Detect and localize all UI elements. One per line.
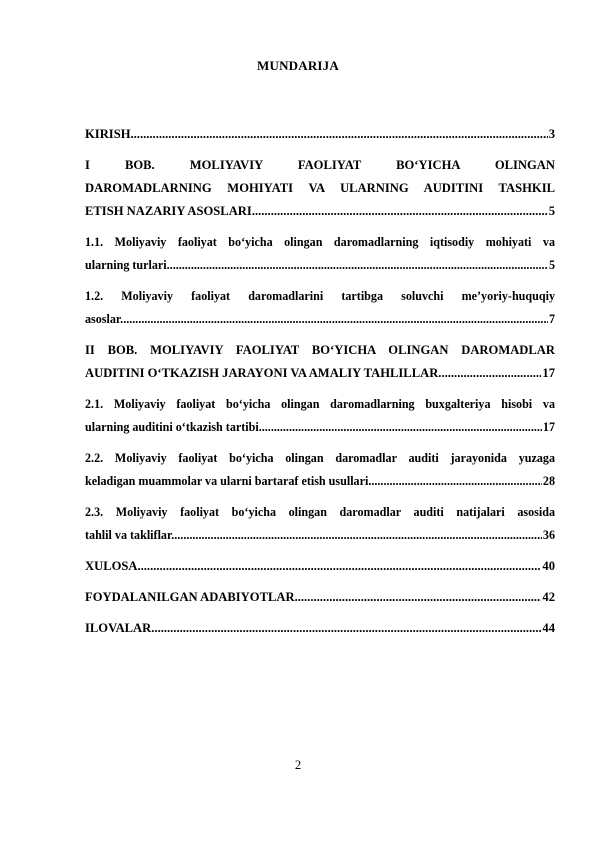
toc-entry-line: 1.2. Moliyaviy faoliyat daromadlarini tartibga soluvchi me’yoriy-huquqiy (85, 289, 555, 303)
toc-entry-page: 3 (548, 127, 555, 141)
toc-entry (85, 586, 555, 609)
toc-entry-last-line (85, 200, 555, 223)
toc-entry-title (85, 555, 541, 578)
toc-entry-title-text: AUDITINI O‘TKAZISH JARAYONI VA AMALIY TAHLILLAR (85, 366, 439, 380)
toc-entry-title-text: keladigan muammolar va ularni bartaraf etish usullari (85, 474, 369, 488)
toc-entry-title (85, 254, 548, 277)
toc-entry-title-text: XULOSA (85, 559, 138, 573)
toc-entry (85, 447, 555, 493)
toc-entry-last-line (85, 308, 555, 331)
toc-entry-line: 2.2. Moliyaviy faoliyat bo‘yicha olingan daromadlar auditi jarayonida yuzaga (85, 451, 555, 465)
toc-entry-line: 1.1. Moliyaviy faoliyat bo‘yicha olingan daromadlarning iqtisodiy mohiyati va (85, 235, 555, 249)
toc-entry-last-line (85, 586, 555, 609)
toc-entry-title-text: tahlil va takliflar (85, 528, 172, 542)
toc-entry-title-text: asoslar (85, 312, 121, 326)
dot-leader (151, 621, 541, 635)
page-title: MUNDARIJA (257, 58, 339, 73)
toc-entry (85, 285, 555, 331)
dot-leader (171, 528, 542, 542)
toc-entry-title (85, 308, 548, 331)
toc-entry-line: I BOB. MOLIYAVIY FAOLIYAT BO‘YICHA OLINGAN (85, 158, 555, 172)
toc-entry-line: 2.1. Moliyaviy faoliyat bo‘yicha olingan daromadlarning buxgalteriya hisobi va (85, 397, 555, 411)
toc-entry-title-text: ILOVALAR (85, 621, 152, 635)
dot-leader (438, 366, 541, 380)
toc-entry-title-text: ularning turlari (85, 258, 167, 272)
dot-leader (368, 474, 542, 488)
toc-entry-page: 36 (542, 528, 555, 542)
toc-entry-page: 17 (542, 366, 555, 380)
toc-entry-last-line (85, 524, 555, 547)
toc-entry (85, 617, 555, 640)
toc-entry-last-line (85, 362, 555, 385)
page-number: 2 (294, 758, 302, 772)
toc-entry-page: 7 (548, 312, 555, 326)
toc-entry-last-line (85, 416, 555, 439)
toc-entry-title (85, 416, 542, 439)
dot-leader (137, 559, 541, 573)
toc-entry-title-text: FOYDALANILGAN ADABIYOTLAR (85, 590, 295, 604)
toc-entry-line: DAROMADLARNING MOHIYATI VA ULARNING AUDITINI TASHKIL (85, 181, 555, 195)
toc-entry-page: 40 (542, 559, 555, 573)
toc-entry-title-text: ularning auditini o‘tkazish tartibi (85, 420, 259, 434)
toc-entry-line: 2.3. Moliyaviy faoliyat bo‘yicha olingan daromadlar auditi natijalari asosida (85, 505, 555, 519)
toc-entry-page: 17 (542, 420, 555, 434)
toc-entry-line: II BOB. MOLIYAVIY FAOLIYAT BO‘YICHA OLINGAN DAROMADLAR (85, 343, 555, 357)
toc-entry-title (85, 362, 541, 385)
dot-leader (252, 204, 548, 218)
toc-entry-page: 5 (548, 258, 555, 272)
dot-leader (131, 127, 548, 141)
toc-entry-last-line (85, 470, 555, 493)
toc-entry-last-line (85, 123, 555, 146)
dot-leader (120, 312, 548, 326)
toc-entry-last-line (85, 254, 555, 277)
toc-entry-title (85, 524, 542, 547)
toc-entry-page: 44 (542, 621, 555, 635)
toc-entry (85, 339, 555, 385)
toc-entry (85, 154, 555, 223)
table-of-contents (85, 123, 555, 648)
dot-leader (259, 420, 542, 434)
toc-entry-title (85, 470, 542, 493)
toc-entry-title (85, 200, 548, 223)
dot-leader (167, 258, 548, 272)
toc-entry (85, 393, 555, 439)
toc-entry-title (85, 586, 541, 609)
toc-entry (85, 555, 555, 578)
dot-leader (295, 590, 542, 604)
toc-entry-last-line (85, 555, 555, 578)
toc-entry (85, 501, 555, 547)
toc-entry-page: 5 (548, 204, 555, 218)
toc-entry-title (85, 123, 548, 146)
toc-entry-page: 28 (542, 474, 555, 488)
toc-entry-title-text: ETISH NAZARIY ASOSLARI (85, 204, 252, 218)
toc-entry (85, 231, 555, 277)
toc-entry-title (85, 617, 541, 640)
toc-entry (85, 123, 555, 146)
toc-entry-title-text: KIRISH (85, 127, 131, 141)
toc-entry-page: 42 (542, 590, 555, 604)
toc-entry-last-line (85, 617, 555, 640)
